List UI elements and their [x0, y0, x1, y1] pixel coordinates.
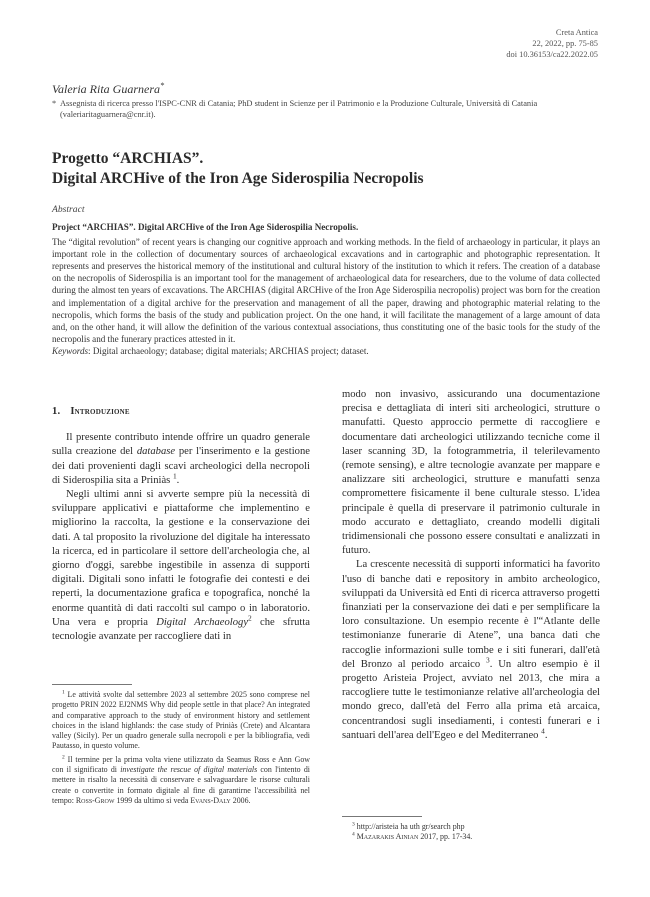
abstract-body: The “digital revolution” of recent years is changing our cognitive approach and working methods. In the field of archaeology in particular, it plays an important role in the collection of documentary sources of archaeological excavations and in cartographic and photographic representation. It represents and preserves the historical memory of the institutional and cultural history of the institution to which it refers. The creation of a database on the necropolis of Siderospilia is an important tool for the management of archaeological data for researchers, due to the volume of data collected during the almost ten years of excavations. The ARCHIAS (digital ARCHive of the Iron Age Siderospilia necropolis) project was born for the creation and implementation of a digital archive for the preservation and management of all the paper, drawing and photographic material relating to the necropolis, which forms the basis of the study and publication project. On the one hand, it will facilitate the management of a large amount of data and, on the other hand, it will allow the definition of the various contextual associations, thus constituting one of the basic tools for the study of the necropolis and the funerary practices attested in it.	[52, 237, 600, 344]
footnote-4	[342, 832, 600, 842]
footnote-2	[52, 755, 310, 806]
footnote-1-number: 1	[62, 689, 65, 696]
footnote-ref-1[interactable]: 1	[172, 471, 177, 481]
footnote-2-number: 2	[62, 754, 65, 761]
paragraph-1-text-c: .	[176, 474, 180, 486]
affiliation-mark: *	[52, 99, 57, 108]
section-title: Introduzione	[70, 406, 130, 417]
paragraph-4-text-c: .	[544, 729, 548, 741]
paragraph-1-emphasis: database	[136, 446, 176, 458]
footnote-1-text: Le attività svolte dal settembre 2023 al settembre 2025 sono comprese nel progetto PRIN 2022 EJ2NMS Why did people settle in that place? An integrated and comparative approach to the study of environment history and settlement choices in the island highlands: the case study of Priniàs (Crete) and Alcantara valley (Sicily). Per un quadro generale sulla necropoli e per la bibliografia, vedi Pautasso, in questo volume.	[52, 690, 310, 751]
section-heading	[52, 405, 310, 419]
affiliation-text: Assegnista di ricerca presso l'ISPC-CNR di Catania; PhD student in Scienze per il Patrimonio e la Produzione Culturale, Università di Catania (valeriaritaguarnera@cnr.it).	[60, 99, 538, 119]
footnote-4-citation: Mazarakis Ainian	[356, 832, 419, 842]
footnote-2-text-d: 2006.	[230, 795, 251, 805]
paragraph-2	[52, 488, 310, 644]
paragraph-4	[342, 558, 600, 743]
right-column	[342, 388, 600, 743]
journal-header	[506, 27, 598, 60]
paragraph-2-text-b: che sfrutta tecnologie avanzate per raccogliere dati in	[52, 616, 311, 643]
paragraph-1-text-a: Il presente contributo intende offrire un quadro generale sulla creazione del	[52, 432, 310, 458]
abstract-label: Abstract	[52, 204, 85, 215]
footnote-3	[342, 822, 600, 832]
paragraph-1-text-b: per l'inserimento e la gestione dei dati provenienti dagli scavi archeologici della necropoli di Siderospilia sita a Priniàs	[52, 446, 310, 486]
title-line-2: Digital ARCHive of the Iron Age Siderospilia Necropolis	[52, 170, 424, 187]
keywords-label: Keywords	[52, 345, 89, 356]
footnote-2-citation-1: Ross-Grow	[75, 795, 115, 805]
footnote-1	[52, 690, 310, 752]
author-affiliation	[52, 98, 600, 120]
title-line-1: Progetto “ARCHIAS”.	[52, 150, 204, 167]
section-number: 1.	[52, 406, 61, 417]
footnotes-right	[342, 822, 600, 843]
footnote-4-text: 2017, pp. 17-34.	[418, 832, 473, 842]
paragraph-2-text-a: Negli ultimi anni si avverte sempre più la necessità di sviluppare applicativi e piattaforme che implementino e migliorino la raccolta, la gestione e la conservazione dei dati. A tal proposito la rivoluzione del digitale ha interessato la ricerca, ed in particolare il settore dell'archeologia che, al giorno d'oggi, sarebbe ingestibile in assenza di supporti digitali. Digitali sono infatti le fotografie dei contesti e dei reperti, la documentazione grafica e topografica, nonché la enorme quantità di dati raccolti sul campo o in laboratorio. Una vera e propria	[52, 489, 310, 628]
footnote-2-emphasis: investigate the rescue of digital materials	[120, 765, 258, 775]
footnote-rule-right	[342, 816, 422, 817]
footnote-ref-2[interactable]: 2	[248, 613, 252, 623]
footnote-2-text-b: con l'intento di mettere in risalto la necessità di conservare e salvaguardare le risorse culturali create o convertite in formato digitale al fine di garantirne l'accessibilità nel tempo:	[52, 765, 310, 805]
footnote-rule-left	[52, 684, 132, 685]
paragraph-4-text-a: La crescente necessità di supporti informatici ha favorito l'uso di banche dati e repository in ambito archeologico, sviluppati da Università ed Enti di ricerca attraverso progetti finanziati per la conservazione dei dati e per semplificare la loro consultazione. Un esempio recente è l'“Atlante delle testimonianze funerarie di Atene”, una banca dati che raccoglie informazioni sulle tombe e i siti funerari, dall'età del Bronzo al periodo arcaico	[342, 559, 600, 670]
footnote-ref-3[interactable]: 3	[486, 655, 490, 665]
abstract-heading: Project “ARCHIAS”. Digital ARCHive of the Iron Age Siderospilia Necropolis.	[52, 222, 359, 232]
journal-doi: doi 10.36153/ca22.2022.05	[506, 50, 598, 59]
author-mark: *	[160, 81, 165, 90]
footnote-3-number: 3	[352, 821, 355, 828]
footnote-ref-4[interactable]: 4	[541, 726, 545, 736]
paragraph-4-text-b: . Un altro esempio è il progetto Aristeia Project, avviato nel 2013, che mira a raccogliere tutte le testimonianze relative all'archeologia del mondo greco, dall'età del Ferro alla prima età arcaica, concentrandosi sugli insediamenti, i contesti funerari e i santuari dell'area dell'Egeo e del Mediterraneo	[342, 658, 600, 741]
footnotes-left	[52, 690, 310, 809]
paragraph-2-emphasis: Digital Archaeology	[156, 616, 249, 628]
journal-volume: 22, 2022, pp. 75-85	[532, 39, 598, 48]
abstract-keywords: Keywords: Digital archaeology; database; digital materials; ARCHIAS project; dataset.	[52, 345, 369, 356]
keywords-text: Digital archaeology; database; digital materials; ARCHIAS project; dataset.	[92, 345, 369, 356]
abstract	[52, 221, 600, 357]
paragraph-3: modo non invasivo, assicurando una documentazione precisa e dettagliata di interi siti archeologici, strutture o manufatti. Questo approccio permette di raccogliere e documentare dati archeologici utilizzando tecniche come il laser scanning 3D, la fotogrammetria, il telerilevamento (remote sensing), e altre tecnologie avanzate per mappare e analizzare siti archeologici, strutture e manufatti senza compromettere fisicamente il bene culturale stesso. L'idea principale è quella di preservare il patrimonio culturale in modo accurato e dettagliato, creando modelli digitali tridimensionali che possono essere consultati e analizzati in futuro.	[342, 389, 600, 557]
paper-title	[52, 149, 612, 189]
footnote-4-number: 4	[352, 831, 355, 838]
author-name: Valeria Rita Guarnera	[52, 82, 160, 96]
paragraph-1	[52, 431, 310, 488]
left-column	[52, 405, 310, 644]
footnote-2-text-c: 1999 da ultimo si veda	[114, 795, 191, 805]
footnote-2-citation-2: Evans-Daly	[190, 795, 231, 805]
footnote-3-link[interactable]: http://aristeia ha uth gr/search php	[356, 822, 465, 831]
journal-name: Creta Antica	[555, 28, 598, 37]
author-line	[52, 82, 164, 97]
footnote-2-text-a: Il termine per la prima volta viene utilizzato da Seamus Ross e Ann Gow con il significato di	[52, 754, 310, 775]
